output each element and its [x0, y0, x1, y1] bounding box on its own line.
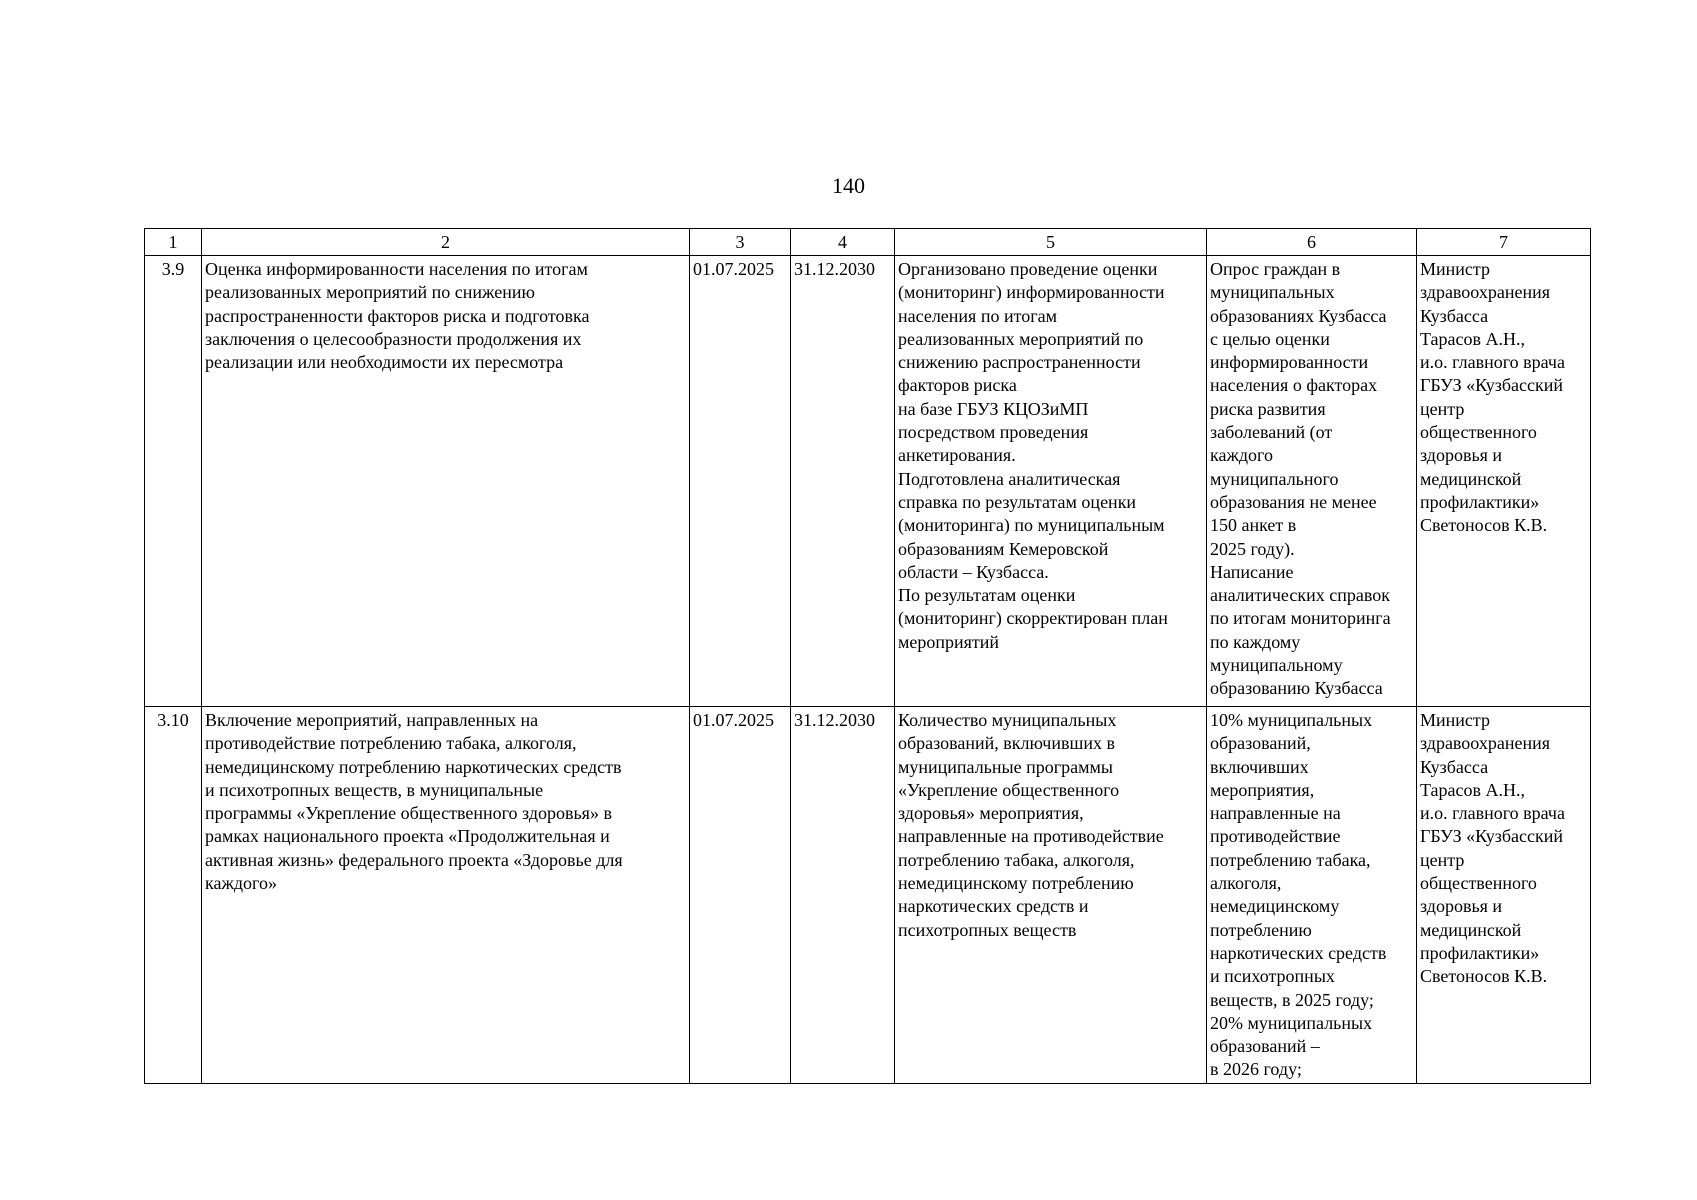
indicator-cell — [1207, 256, 1417, 707]
text-line: с целью оценки — [1210, 328, 1330, 349]
text-line: центр — [1420, 849, 1465, 870]
text-line: Количество муниципальных — [898, 710, 1117, 730]
text-line: реализации или необходимости их пересмотра — [205, 352, 564, 373]
text-line: аналитических справок — [1210, 585, 1390, 606]
text-line: факторов риска — [898, 375, 1017, 396]
text-line: каждого — [1210, 445, 1273, 466]
text-line: образований, — [1210, 733, 1311, 754]
text-line: потреблению табака, — [1210, 849, 1371, 870]
column-header: 6 — [1207, 229, 1417, 256]
text-line: Подготовлена аналитическая — [898, 468, 1121, 489]
text-line: образованиям Кемеровской — [898, 538, 1109, 559]
text-line: веществ, в 2025 году; — [1210, 989, 1374, 1010]
column-header: 1 — [145, 229, 202, 256]
text-line: муниципального — [1210, 468, 1339, 489]
text-line: Кузбасса — [1420, 756, 1489, 777]
text-line: Написание — [1210, 561, 1294, 582]
text-line: муниципальные программы — [898, 756, 1113, 777]
text-line: наркотических средств и — [898, 896, 1089, 917]
text-line: медицинской — [1420, 919, 1522, 940]
text-line: профилактики» — [1420, 942, 1540, 963]
column-header: 7 — [1417, 229, 1591, 256]
text-line: риска развития — [1210, 398, 1326, 419]
text-line: области – Кузбасса. — [898, 561, 1049, 582]
row-number: 3.9 — [145, 256, 202, 707]
text-line: противодействие — [1210, 826, 1341, 847]
text-line: потреблению табака, алкоголя, — [898, 849, 1135, 870]
text-line: муниципальных — [1210, 282, 1335, 303]
result-cell — [895, 707, 1207, 1084]
start-date-cell: 01.07.2025 — [690, 256, 791, 707]
column-header: 2 — [202, 229, 690, 256]
text-line: в 2026 году; — [1210, 1059, 1302, 1080]
text-line: снижению распространенности — [898, 352, 1141, 373]
text-line: Светоносов К.В. — [1420, 966, 1548, 987]
text-line: Тарасов А.Н., — [1420, 328, 1526, 349]
text-line: здоровья» мероприятия, — [898, 803, 1084, 824]
text-line: каждого» — [205, 873, 277, 894]
text-line: Опрос граждан в — [1210, 259, 1341, 279]
text-line: 2025 году). — [1210, 538, 1295, 559]
text-line: здоровья и — [1420, 445, 1503, 466]
text-line: населения по итогам — [898, 305, 1057, 326]
page-number: 140 — [832, 173, 865, 198]
activity-name-cell — [202, 256, 690, 707]
text-line: заболеваний (от — [1210, 422, 1333, 443]
text-line: немедицинскому — [1210, 896, 1340, 917]
indicator-cell — [1207, 707, 1417, 1084]
text-line: информированности — [1210, 352, 1369, 373]
text-line: общественного — [1420, 873, 1537, 894]
column-header: 3 — [690, 229, 791, 256]
text-line: противодействие потреблению табака, алкоголя, — [205, 733, 577, 754]
text-line: немедицинскому потреблению — [898, 873, 1134, 894]
text-line: По результатам оценки — [898, 585, 1076, 606]
text-line: по каждому — [1210, 631, 1301, 652]
text-line: образования не менее — [1210, 491, 1377, 512]
text-line: Включение мероприятий, направленных на — [205, 710, 539, 730]
text-line: включивших — [1210, 756, 1309, 777]
text-line: образований – — [1210, 1036, 1320, 1057]
table-row — [145, 707, 1591, 1084]
text-line: мероприятия, — [1210, 779, 1315, 800]
text-line: программы «Укрепление общественного здоровья» в — [205, 803, 612, 824]
text-line: психотропных веществ — [898, 919, 1077, 940]
text-line: здравоохранения — [1420, 282, 1551, 303]
text-line: посредством проведения — [898, 422, 1089, 443]
text-line: 10% муниципальных — [1210, 710, 1373, 730]
text-line: алкоголя, — [1210, 873, 1282, 894]
text-line: рамках национального проекта «Продолжительная и — [205, 826, 610, 847]
text-line: распространенности факторов риска и подготовка — [205, 305, 590, 326]
text-line: Светоносов К.В. — [1420, 515, 1548, 536]
end-date-cell: 31.12.2030 — [791, 707, 895, 1084]
text-line: мероприятий — [898, 631, 1000, 652]
text-line: реализованных мероприятий по — [898, 328, 1144, 349]
text-line: образованиях Кузбасса — [1210, 305, 1387, 326]
end-date-cell: 31.12.2030 — [791, 256, 895, 707]
column-header: 5 — [895, 229, 1207, 256]
column-header: 4 — [791, 229, 895, 256]
text-line: немедицинскому потреблению наркотических средств — [205, 756, 622, 777]
row-number: 3.10 — [145, 707, 202, 1084]
text-line: потреблению — [1210, 919, 1312, 940]
text-line: справка по результатам оценки — [898, 491, 1137, 512]
text-line: направленные на — [1210, 803, 1341, 824]
text-line: реализованных мероприятий по снижению — [205, 282, 535, 303]
text-line: и.о. главного врача — [1420, 352, 1565, 373]
text-line: и психотропных — [1210, 966, 1335, 987]
text-line: Организовано проведение оценки — [898, 259, 1158, 279]
text-line: центр — [1420, 398, 1465, 419]
text-line: по итогам мониторинга — [1210, 608, 1391, 629]
text-line: «Укрепление общественного — [898, 779, 1120, 800]
text-line: общественного — [1420, 422, 1537, 443]
table-header-row — [145, 229, 1591, 256]
text-line: заключения о целесообразности продолжения их — [205, 328, 582, 349]
text-line: здравоохранения — [1420, 733, 1551, 754]
text-line: профилактики» — [1420, 491, 1540, 512]
text-line: и психотропных веществ, в муниципальные — [205, 779, 544, 800]
text-line: Кузбасса — [1420, 305, 1489, 326]
text-line: Министр — [1420, 259, 1490, 279]
responsible-cell — [1417, 707, 1591, 1084]
text-line: образованию Кузбасса — [1210, 678, 1383, 699]
text-line: ГБУЗ «Кузбасский — [1420, 375, 1564, 396]
text-line: направленные на противодействие — [898, 826, 1164, 847]
text-line: 20% муниципальных — [1210, 1012, 1373, 1033]
text-line: населения о факторах — [1210, 375, 1378, 396]
table-row — [145, 256, 1591, 707]
text-line: ГБУЗ «Кузбасский — [1420, 826, 1564, 847]
text-line: (мониторинг) информированности — [898, 282, 1165, 303]
activity-name-cell — [202, 707, 690, 1084]
text-line: Оценка информированности населения по итогам — [205, 259, 588, 279]
text-line: здоровья и — [1420, 896, 1503, 917]
responsible-cell — [1417, 256, 1591, 707]
start-date-cell: 01.07.2025 — [690, 707, 791, 1084]
text-line: муниципальному — [1210, 655, 1343, 676]
result-cell — [895, 256, 1207, 707]
text-line: Министр — [1420, 710, 1490, 730]
text-line: медицинской — [1420, 468, 1522, 489]
text-line: активная жизнь» федерального проекта «Здоровье для — [205, 849, 623, 870]
text-line: и.о. главного врача — [1420, 803, 1565, 824]
text-line: образований, включивших в — [898, 733, 1115, 754]
text-line: Тарасов А.Н., — [1420, 779, 1526, 800]
text-line: (мониторинга) по муниципальным — [898, 515, 1165, 536]
text-line: анкетирования. — [898, 445, 1016, 466]
plan-table — [144, 228, 1591, 1084]
text-line: (мониторинг) скорректирован план — [898, 608, 1168, 629]
text-line: 150 анкет в — [1210, 515, 1297, 536]
text-line: наркотических средств — [1210, 942, 1387, 963]
text-line: на базе ГБУЗ КЦОЗиМП — [898, 398, 1089, 419]
